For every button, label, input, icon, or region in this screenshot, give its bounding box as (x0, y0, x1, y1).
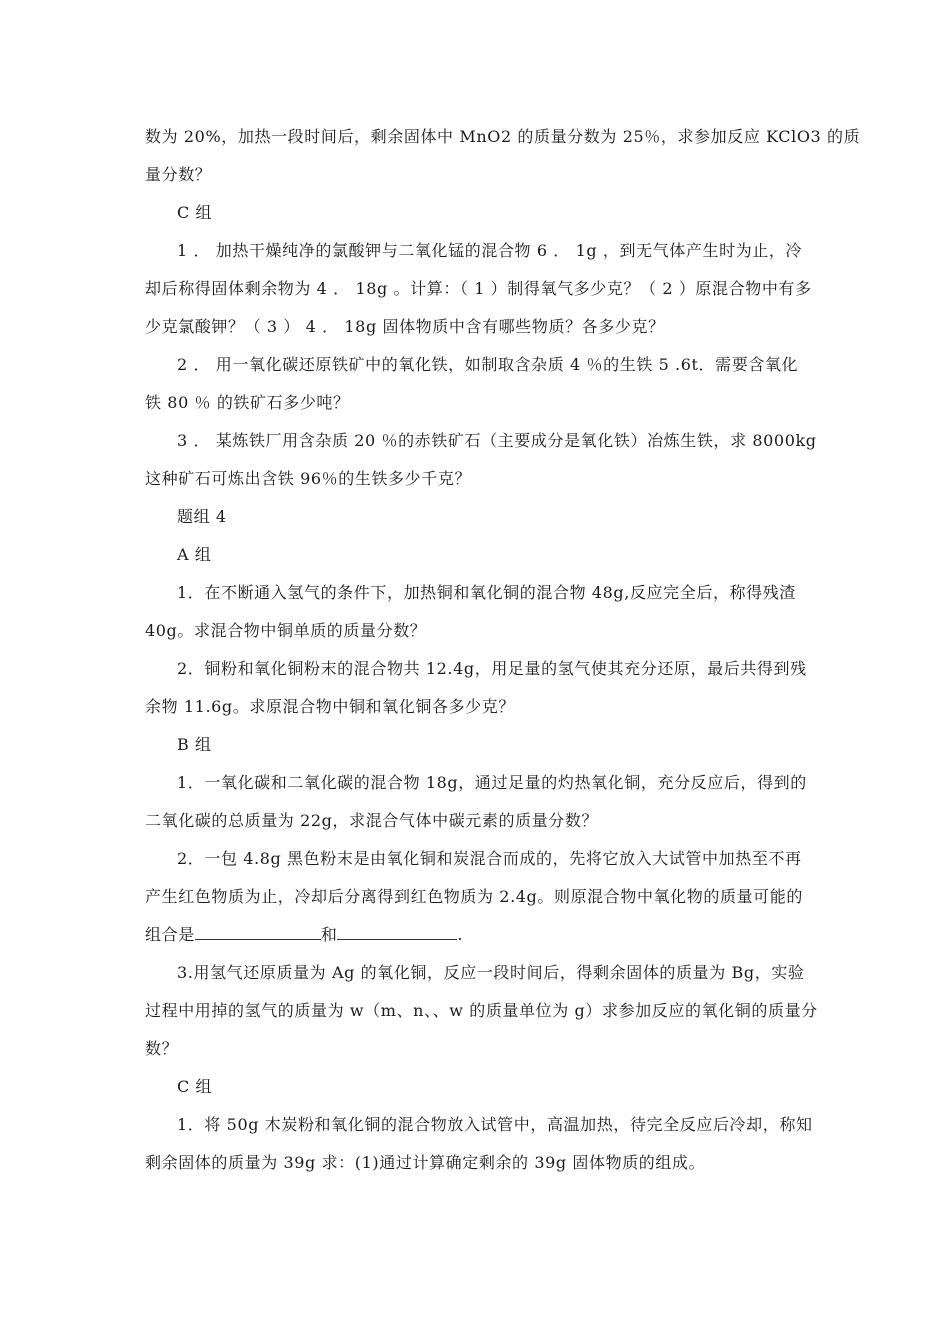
document-body (145, 118, 861, 916)
text-line: A 组 (177, 545, 212, 564)
text-line: 铁 80 ％ 的铁矿石多少吨？ (145, 393, 350, 412)
text-line: 二氧化碳的总质量为 22g，求混合气体中碳元素的质量分数？ (145, 811, 599, 830)
text-line: 2 ． 用一氧化碳还原铁矿中的氧化铁，如制取含杂质 4 ％的生铁 5 .6t．需要含氧化 (177, 355, 799, 374)
text-line: 3.用氢气还原质量为 Ag 的氧化铜，反应一段时间后，得剩余固体的质量为 Bg，实验 (177, 963, 805, 982)
text-line: 余物 11.6g。求原混合物中铜和氧化铜各多少克？ (145, 697, 515, 716)
document-page (145, 118, 861, 1182)
text-line: 1．将 50g 木炭粉和氧化铜的混合物放入试管中，高温加热，待完全反应后冷却，称知 (177, 1115, 813, 1134)
document-body-continued (145, 954, 818, 1182)
text-line: 却后称得固体剩余物为 4 ． 18g 。计算：（ 1 ）制得氧气多少克？（ 2 ）原混合物中有多 (145, 279, 812, 298)
text-line: 数为 20%，加热一段时间后，剩余固体中 MnO2 的质量分数为 25％，求参加反应 KClO3 的质 (145, 127, 861, 146)
answer-blank-1[interactable] (195, 921, 321, 940)
text-line: 少克氯酸钾？（ 3 ） 4 ． 18g 固体物质中含有哪些物质？各多少克？ (145, 317, 665, 336)
blank-line-prefix: 组合是 (145, 925, 195, 944)
text-line: 产生红色物质为止，冷却后分离得到红色物质为 2.4g。则原混合物中氧化物的质量可能的 (145, 887, 803, 906)
blank-line-suffix: . (457, 925, 464, 944)
text-line: 这种矿石可炼出含铁 96％的生铁多少千克？ (145, 469, 472, 488)
text-line: 量分数？ (145, 165, 212, 184)
text-line: C 组 (177, 203, 213, 222)
text-line: 1 ． 加热干燥纯净的氯酸钾与二氧化锰的混合物 6 ． 1g ，到无气体产生时为止，冷 (177, 241, 803, 260)
blank-line-middle: 和 (320, 925, 338, 944)
text-line: 2．铜粉和氧化铜粉末的混合物共 12.4g，用足量的氢气使其充分还原，最后共得到残 (177, 659, 807, 678)
answer-blank-2[interactable] (337, 921, 457, 940)
text-line: 1．一氧化碳和二氧化碳的混合物 18g，通过足量的灼热氧化铜，充分反应后，得到的 (177, 773, 807, 792)
text-line: 题组 4 (177, 507, 227, 526)
text-line: C 组 (177, 1077, 213, 1096)
text-line: 3 ． 某炼铁厂用含杂质 20 ％的赤铁矿石（主要成分是氧化铁）冶炼生铁，求 8000kg (177, 431, 817, 450)
text-line: 40g。求混合物中铜单质的质量分数？ (145, 621, 427, 640)
fill-in-blank-line (145, 916, 807, 954)
text-line: 剩余固体的质量为 39g 求：(1)通过计算确定剩余的 39g 固体物质的组成。 (145, 1153, 706, 1172)
text-line: 数？ (145, 1039, 179, 1058)
text-line: B 组 (177, 735, 212, 754)
text-line: 过程中用掉的氢气的质量为 w（m、n、、w 的质量单位为 g）求参加反应的氧化铜的质量分 (145, 1001, 818, 1020)
text-line: 1．在不断通入氢气的条件下，加热铜和氧化铜的混合物 48g,反应完全后，称得残渣 (177, 583, 796, 602)
text-line: 2．一包 4.8g 黑色粉末是由氧化铜和炭混合而成的，先将它放入大试管中加热至不再 (177, 849, 802, 868)
